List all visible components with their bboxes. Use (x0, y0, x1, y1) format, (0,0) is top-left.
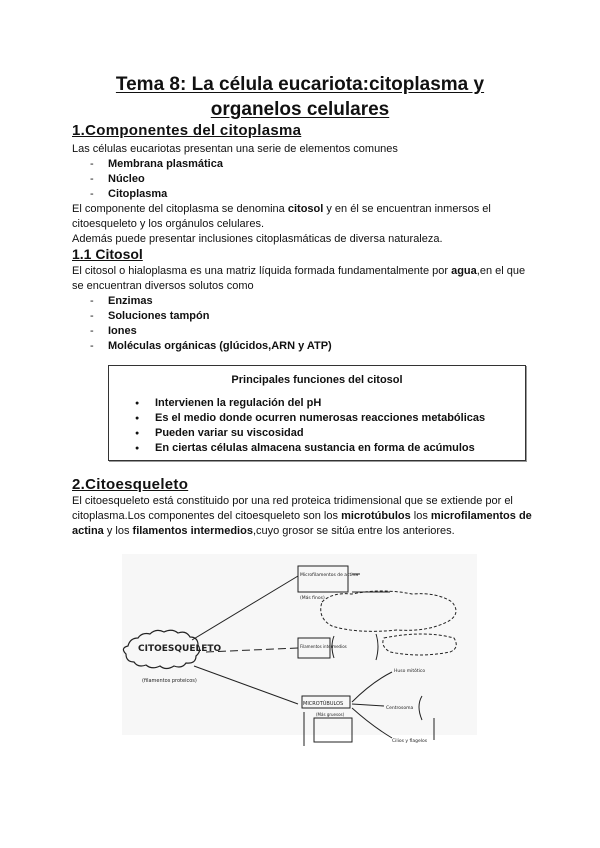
section1-list (88, 157, 223, 202)
list-item: - Enzimas (88, 294, 332, 309)
mind-map-bottom-note: (Más gruesos) (316, 712, 345, 717)
section1-paragraph-inclusiones: Además puede presentar inclusiones citoplasmáticas de diversa naturaleza. (72, 233, 443, 245)
list-item: - Iones (88, 324, 332, 339)
mind-map-drawing (122, 554, 477, 744)
list-item: - Membrana plasmática (88, 157, 223, 172)
mind-map-center-label: CITOESQUELETO (138, 644, 222, 654)
list-item: ● En ciertas células almacena sustancia en forma de acúmulos (133, 441, 485, 456)
list-item: - Núcleo (88, 172, 223, 187)
functions-box (108, 365, 526, 461)
list-item: ● Es el medio donde ocurren numerosas reacciones metabólicas (133, 411, 485, 426)
citoesqueleto-paragraph: El citoesqueleto está constituido por una red proteica tridimensional que se extiende por el citoplasma.Los componentes del citoesqueleto son los microtúbulos los microfilamentos de actina y los filamentos intermedios,cuyo grosor se sitúa entre los anteriores. (72, 495, 532, 537)
functions-box-title: Principales funciones del citosol (231, 374, 403, 386)
mind-map-sub-3: Cilios y flagelos (392, 739, 428, 744)
list-item: - Citoplasma (88, 187, 223, 202)
list-item: - Soluciones tampón (88, 309, 332, 324)
section1-intro: Las células eucariotas presentan una serie de elementos comunes (72, 143, 398, 155)
mind-map-mid-branch: Filamentos intermedios (300, 644, 347, 649)
section-heading-citosol: 1.1 Citosol (72, 246, 143, 262)
section1-paragraph-citosol: El componente del citoplasma se denomina citosol y en él se encuentran inmersos el citoesqueleto y los orgánulos celulares. (72, 203, 491, 230)
cytoskeleton-mind-map-image (122, 554, 477, 744)
mind-map-center-note: (filamentos proteicos) (142, 678, 197, 684)
mind-map-top-note: (Más finos) (300, 596, 325, 601)
title-line-2: organelos celulares (210, 99, 390, 120)
citosol-paragraph: El citosol o hialoplasma es una matriz líquida formada fundamentalmente por agua,en el que se encuentran diversos solutos como (72, 265, 526, 292)
mind-map-sub-1: Huso mitótico (394, 669, 426, 674)
solutes-list (88, 294, 332, 354)
list-item: ● Pueden variar su viscosidad (133, 426, 485, 441)
mind-map-top-branch: Microfilamentos de actina (300, 573, 359, 578)
section-heading-componentes: 1.Componentes del citoplasma (72, 122, 302, 139)
list-item: - Moléculas orgánicas (glúcidos,ARN y ATP) (88, 339, 332, 354)
mind-map-bottom-branch: MICROTÚBULOS (303, 701, 344, 707)
section-heading-citoesqueleto: 2.Citoesqueleto (72, 476, 189, 493)
mind-map-sub-2: Centrosoma (386, 706, 414, 711)
title-line-1: Tema 8: La célula eucariota:citoplasma y (115, 74, 485, 95)
page-title (60, 72, 540, 122)
functions-list (133, 396, 485, 456)
list-item: ● Intervienen la regulación del pH (133, 396, 485, 411)
